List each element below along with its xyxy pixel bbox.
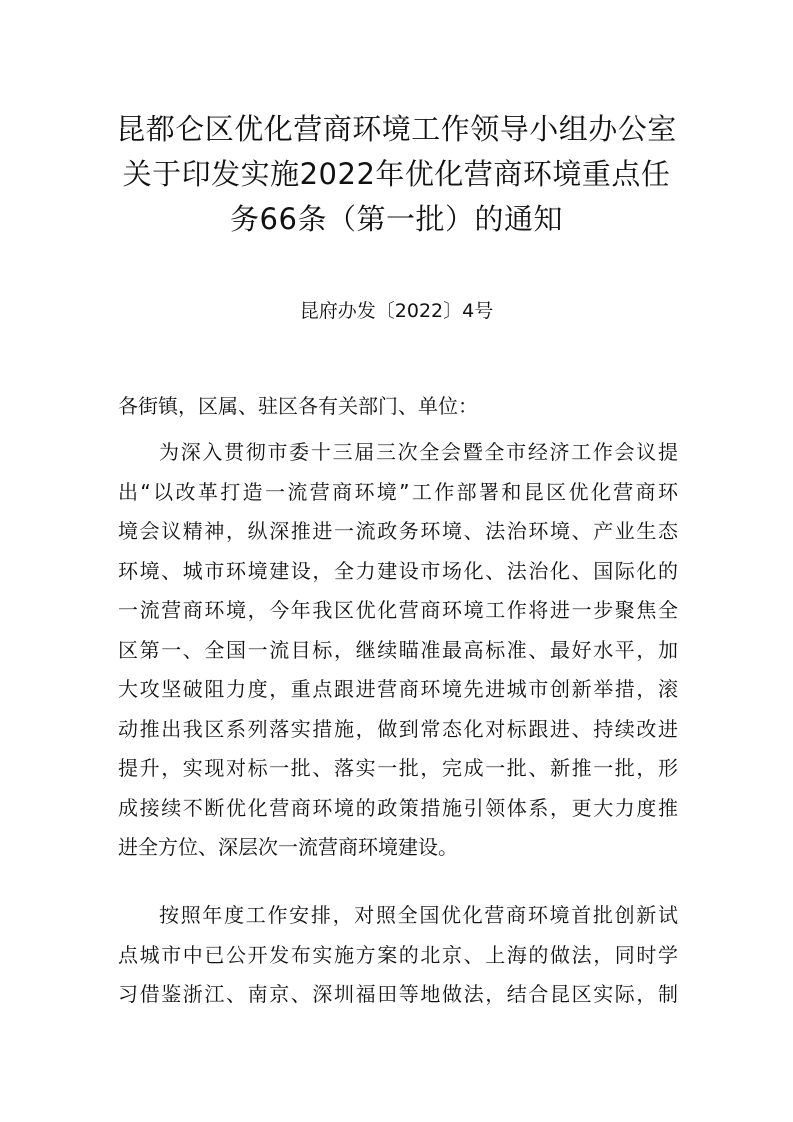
title-line: 关于印发实施2022年优化营商环境重点任: [122, 157, 671, 191]
title-line: 务66条（第一批）的通知: [230, 202, 563, 236]
paragraph-line: 一流营商环境，今年我区优化营商环境工作将进一步聚焦全: [118, 598, 678, 622]
document-number: 昆府办发〔2022〕4号: [299, 300, 494, 322]
body-paragraph-1: [118, 433, 678, 868]
paragraph-line: 动推出我区系列落实措施，做到常态化对标跟进、持续改进: [118, 716, 678, 741]
document-title: [90, 107, 703, 242]
paragraph-line: 按照年度工作安排，对照全国优化营商环境首批创新试: [159, 903, 678, 927]
paragraph-line: 为深入贯彻市委十三届三次全会暨全市经济工作会议提: [159, 440, 678, 464]
paragraph-line: 成接续不断优化营商环境的政策措施引领体系，更大力度推: [118, 795, 678, 820]
body-paragraph-2: [118, 896, 678, 1015]
paragraph-line: 出“以改革打造一流营商环境”工作部署和昆区优化营商环: [118, 479, 678, 504]
paragraph-line: 进全方位、深层次一流营商环境建设。: [118, 835, 458, 859]
paragraph-line: 大攻坚破阻力度，重点跟进营商环境先进城市创新举措，滚: [118, 677, 678, 701]
title-line: 昆都仑区优化营商环境工作领导小组办公室: [116, 112, 677, 146]
salutation: 各街镇，区属、驻区各有关部门、单位：: [118, 394, 478, 418]
paragraph-line: 点城市中已公开发布实施方案的北京、上海的做法，同时学: [118, 942, 678, 967]
paragraph-line: 习借鉴浙江、南京、深圳福田等地做法，结合昆区实际，制: [118, 982, 678, 1006]
paragraph-line: 境会议精神，纵深推进一流政务环境、法治环境、产业生态: [118, 519, 678, 543]
paragraph-line: 环境、城市环境建设，全力建设市场化、法治化、国际化的: [118, 558, 678, 583]
paragraph-line: 提升，实现对标一批、落实一批，完成一批、新推一批，形: [118, 756, 678, 780]
paragraph-line: 区第一、全国一流目标，继续瞄准最高标准、最好水平，加: [118, 637, 678, 662]
